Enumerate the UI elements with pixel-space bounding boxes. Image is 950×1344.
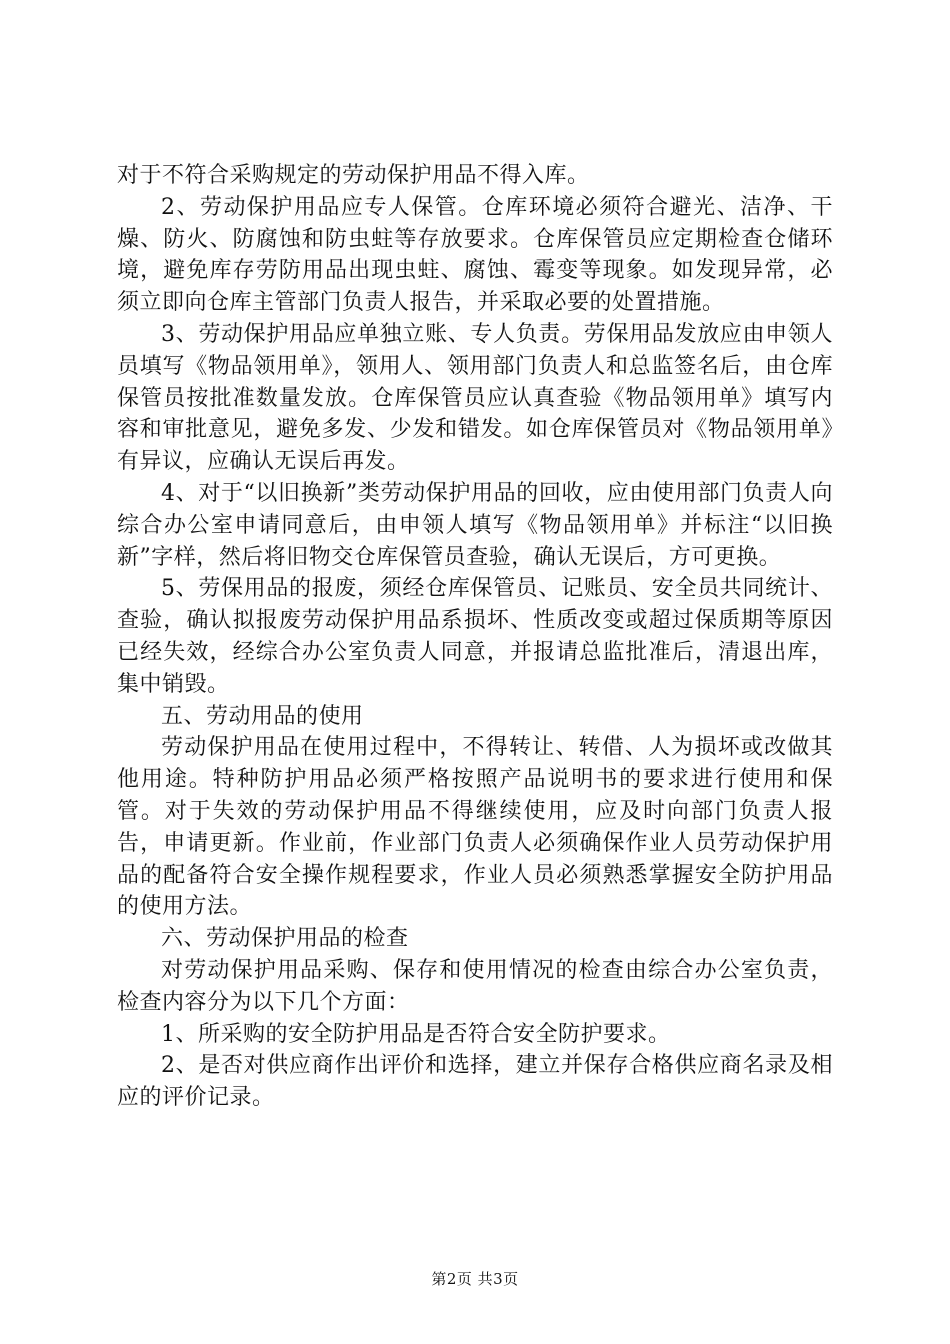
page-footer — [0, 1268, 950, 1289]
paragraph-4: 4、对于“以旧换新”类劳动保护用品的回收，应由使用部门负责人向综合办公室申请同意后，由申领人填写《物品领用单》并标注“以旧换新”字样，然后将旧物交仓库保管员查验，确认无误后，方可更换。 — [117, 480, 833, 570]
paragraph-2: 2、劳动保护用品应专人保管。仓库环境必须符合避光、洁净、干燥、防火、防腐蚀和防虫蛀等存放要求。仓库保管员应定期检查仓储环境，避免库存劳防用品出现虫蛀、腐蚀、霉变等现象。如发现异常，必须立即向仓库主管部门负责人报告，并采取必要的处置措施。 — [117, 194, 833, 316]
list-item-2: 2、是否对供应商作出评价和选择，建立并保存合格供应商名录及相应的评价记录。 — [117, 1053, 833, 1111]
paragraph-6: 劳动保护用品在使用过程中，不得转让、转借、人为损坏或改做其他用途。特种防护用品必须严格按照产品说明书的要求进行使用和保管。对于失效的劳动保护用品不得继续使用，应及时向部门负责人报告，申请更新。作业前，作业部门负责人必须确保作业人员劳动保护用品的配备符合安全操作规程要求，作业人员必须熟悉掌握安全防护用品的使用方法。 — [117, 735, 833, 920]
list-item-1: 1、所采购的安全防护用品是否符合安全防护要求。 — [161, 1021, 671, 1047]
document-body — [117, 160, 833, 1114]
paragraph-3: 3、劳动保护用品应单独立账、专人负责。劳保用品发放应由申领人员填写《物品领用单》，领用人、领用部门负责人和总监签名后，由仓库保管员按批准数量发放。仓库保管员应认真查验《物品领用单》填写内容和审批意见，避免多发、少发和错发。如仓库保管员对《物品领用单》有异议，应确认无误后再发。 — [117, 321, 833, 475]
page-number-label: 第2页 共3页 — [431, 1270, 519, 1288]
paragraph-7: 对劳动保护用品采购、保存和使用情况的检查由综合办公室负责，检查内容分为以下几个方面： — [117, 957, 833, 1015]
paragraph-5: 5、劳保用品的报废，须经仓库保管员、记账员、安全员共同统计、查验，确认拟报废劳动保护用品系损坏、性质改变或超过保质期等原因已经失效，经综合办公室负责人同意，并报请总监批准后，清退出库，集中销毁。 — [117, 576, 833, 697]
paragraph-1: 对于不符合采购规定的劳动保护用品不得入库。 — [117, 163, 590, 188]
section-heading-6: 六、劳动保护用品的检查 — [161, 926, 409, 952]
section-heading-5: 五、劳动用品的使用 — [161, 703, 364, 729]
